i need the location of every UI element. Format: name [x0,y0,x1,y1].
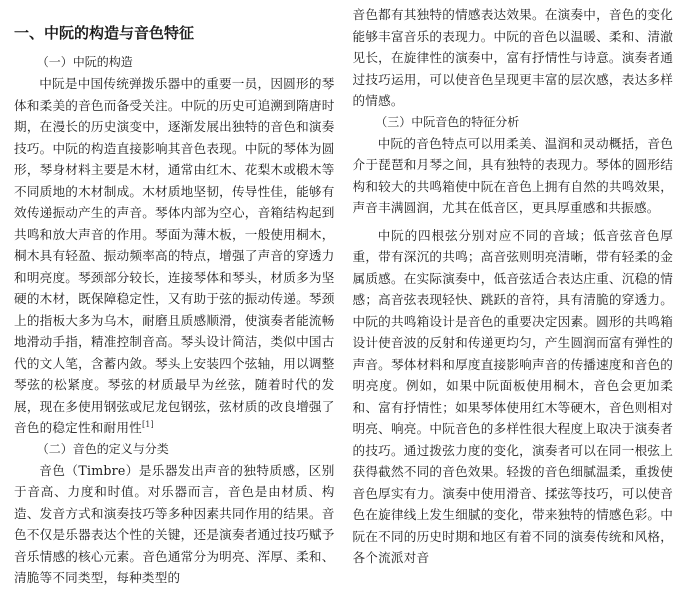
paragraph-timbre-definition-cont: 音色都有其独特的情感表达效果。在演奏中，音色的变化能够丰富音乐的表现力。中阮的音色以温暖、柔和、清澈见长，在旋律性的演奏中，富有抒情性与诗意。演奏者通过技巧运用，可以使音色呈现更丰富的层次感，表达多样的情感。 [352,7,673,108]
paragraph-timbre-analysis-2: 中阮的四根弦分别对应不同的音域；低音弦音色厚重，带有深沉的共鸣；高音弦则明亮清晰，带有轻柔的金属质感。在实际演奏中，低音弦适合表达庄重、沉稳的情感；高音弦表现轻快、跳跃的音符，具有清脆的穿透力。中阮的共鸣箱设计是音色的重要决定因素。圆形的共鸣箱设计使音波的反射和传递更均匀，产生圆润而富有弹性的声音。琴体材料和厚度直接影响声音的传播速度和音色的明亮度。例如，如果中阮面板使用桐木，音色会更加柔和、富有抒情性；如果琴体使用红木等硬木，音色则相对明亮、响亮。中阮音色的多样性很大程度上取决于演奏者的技巧。通过拨弦力度的变化，演奏者可以在同一根弦上获得截然不同的音色效果。轻拨的音色细腻温柔，重拨使音色厚实有力。演奏中使用滑音、揉弦等技巧，可以使音色在旋律线上发生细腻的变化，带来独特的情感色彩。中阮在不同的历史时期和地区有着不同的演奏传统和风格，各个流派对音 [352,227,673,565]
subsection-heading-structure: （一）中阮的构造 [36,55,133,69]
paragraph-structure [14,73,335,439]
left-column [14,4,335,590]
paragraph-structure-text: 中阮是中国传统弹拨乐器中的重要一员，因圆形的琴体和柔美的音色而备受关注。中阮的历史可追溯到隋唐时期，在漫长的历史演变中，逐渐发展出独特的音色和演奏技巧。中阮的构造直接影响其音色表现。中阮的琴体为圆形，琴身材料主要是木材，通常由红木、花梨木或椴木等不同质地的木材制成。木材质地坚韧，传导性佳，能够有效传递振动产生的声音。琴体内部为空心，音箱结构起到共鸣和放大声音的作用。琴面为薄木板，一般使用桐木，桐木具有轻盈、振动频率高的特点，增强了声音的穿透力和明亮度。琴颈部分较长，连接琴体和琴头，材质多为坚硬的木材，既保障稳定性，又有助于弦的振动传递。琴颈上的指板大多为乌木，耐磨且质感顺滑，使演奏者能流畅地滑动手指，精准控制音高。琴头设计简洁，类似中国古代的文人笔，含蓄内敛。琴头上安装四个弦轴，用以调整琴弦的松紧度。琴弦的材质最早为丝弦，随着时代的发展，现在多使用钢弦或尼龙包钢弦，弦材质的改良增强了音色的稳定性和耐用性 [14,76,335,435]
citation-ref: [1] [141,419,154,429]
section-title: 一、中阮的构造与音色特征 [14,24,195,42]
right-column [353,4,674,590]
subsection-heading-timbre-definition: （二）音色的定义与分类 [36,441,169,456]
subsection-heading-timbre-analysis: （三）中阮音色的特征分析 [375,114,520,129]
paragraph-timbre-definition-start: 音色（Timbre）是乐器发出声音的独特质感，区别于音高、力度和时值。对乐器而言，音色是由材质、构造、发音方式和演奏技巧等多种因素共同作用的结果。音色不仅是乐器表达个性的关键，还是演奏者通过技巧赋予音乐情感的核心元素。音色通常分为明亮、浑厚、柔和、清脆等不同类型，每种类型的 [14,462,335,585]
paragraph-timbre-analysis-1: 中阮的音色特点可以用柔美、温润和灵动概括，音色介于琵琶和月琴之间，具有独特的表现力。琴体的圆形结构和较大的共鸣箱使中阮在音色上拥有自然的共鸣效果，声音丰满圆润，尤其在低音区，更具厚重感和共振感。 [352,135,673,215]
